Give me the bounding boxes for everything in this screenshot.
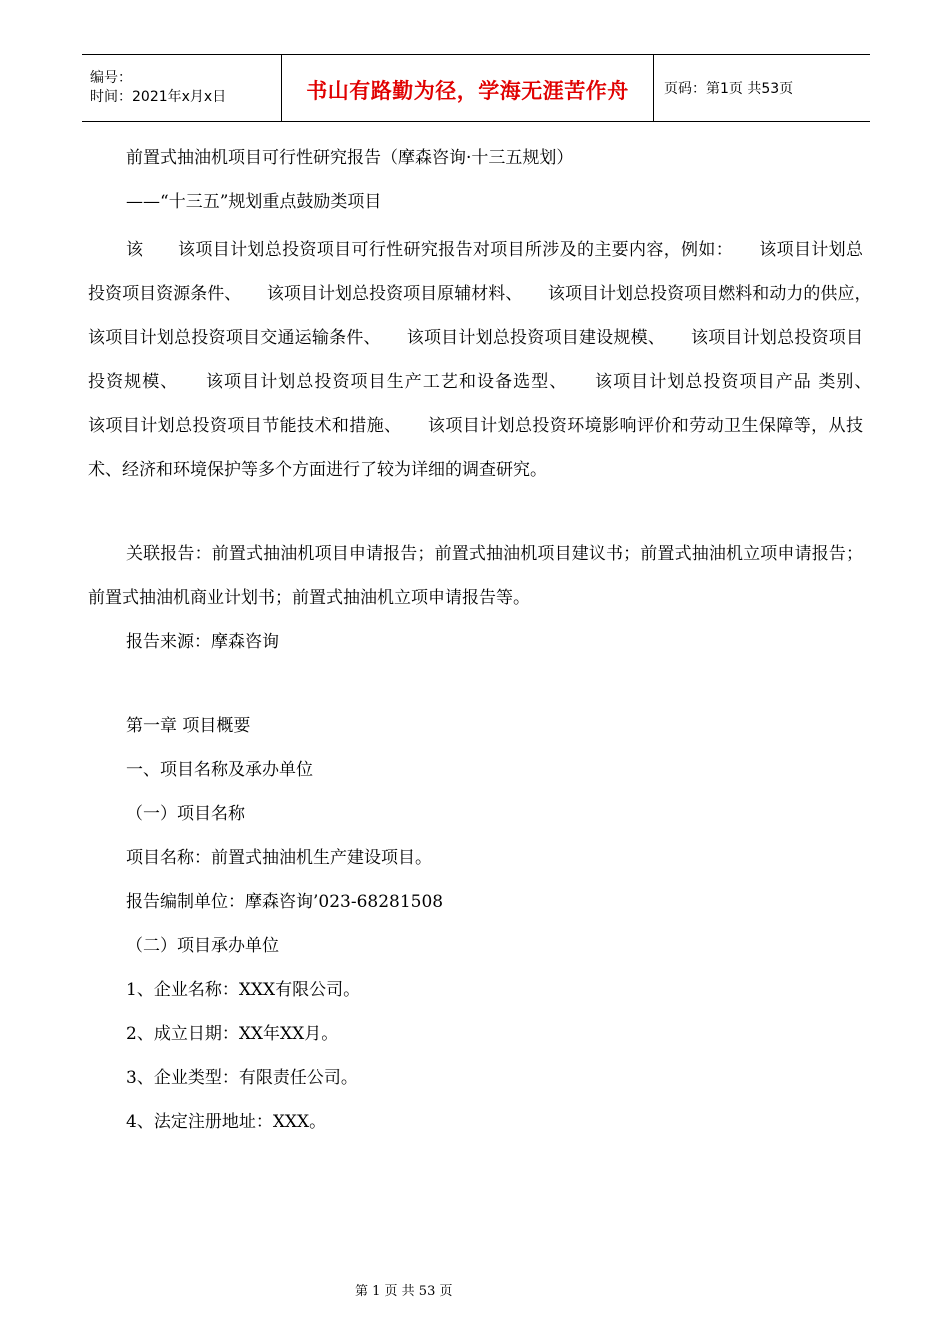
intro-paragraph: 该 该项目计划总投资项目可行性研究报告对项目所涉及的主要内容，例如： 该项目计划总投资项目资源条件、 该项目计划总投资项目原辅材料、 该项目计划总投资项目燃料和动力的供应， 该项目计划总投资项目交通运输条件、 该项目计划总投资项目建设规模、 该项目计划总投资项目投资规模、 该项目计划总投资项目生产工艺和设备选型、 该项目计划总投资项目产品 类别、 该项目计划总投资项目节能技术和措施、 该项目计划总投资环境影响评价和劳动卫生保障等，从技术、经济和环境保护等多个方面进行了较为详细的调查研究。 [88,240,897,480]
header-page-cell [654,55,870,121]
header-table [82,54,870,122]
compiler-line: 报告编制单位：摩森咨询’023-68281508 [126,892,444,912]
document-subtitle: ——“十三五”规划重点鼓励类项目 [126,192,382,212]
report-source: 报告来源：摩森咨询 [126,632,279,652]
list-item: 3、企业类型：有限责任公司。 [126,1068,358,1088]
document-title: 前置式抽油机项目可行性研究报告（摩森咨询·十三五规划） [126,148,574,168]
page-info: 页码：第1页 共53页 [664,81,794,97]
document-time-label: 时间：2021年x月x日 [90,89,227,105]
related-reports-paragraph: 关联报告：前置式抽油机项目申请报告；前置式抽油机项目建议书；前置式抽油机立项申请报告；前置式抽油机商业计划书；前置式抽油机立项申请报告等。 [88,544,863,608]
header-meta-cell [82,55,282,121]
header-motto-cell [282,55,654,121]
list-item: 1、企业名称：XXX有限公司。 [126,980,361,1000]
chapter-heading: 第一章 项目概要 [126,716,251,736]
page-footer: 第 1 页 共 53 页 [355,1284,453,1299]
list-item: 2、成立日期：XX年XX月。 [126,1024,339,1044]
section-heading: 一、项目名称及承办单位 [126,760,313,780]
document-number-label: 编号： [90,70,132,86]
list-item: 4、法定注册地址：XXX。 [126,1112,327,1132]
project-name-line: 项目名称：前置式抽油机生产建设项目。 [126,848,432,868]
subsection-project-name: （一）项目名称 [126,804,245,824]
document-body [88,140,897,1144]
subsection-undertaker: （二）项目承办单位 [126,936,279,956]
motto-text: 书山有路勤为径，学海无涯苦作舟 [306,79,629,103]
